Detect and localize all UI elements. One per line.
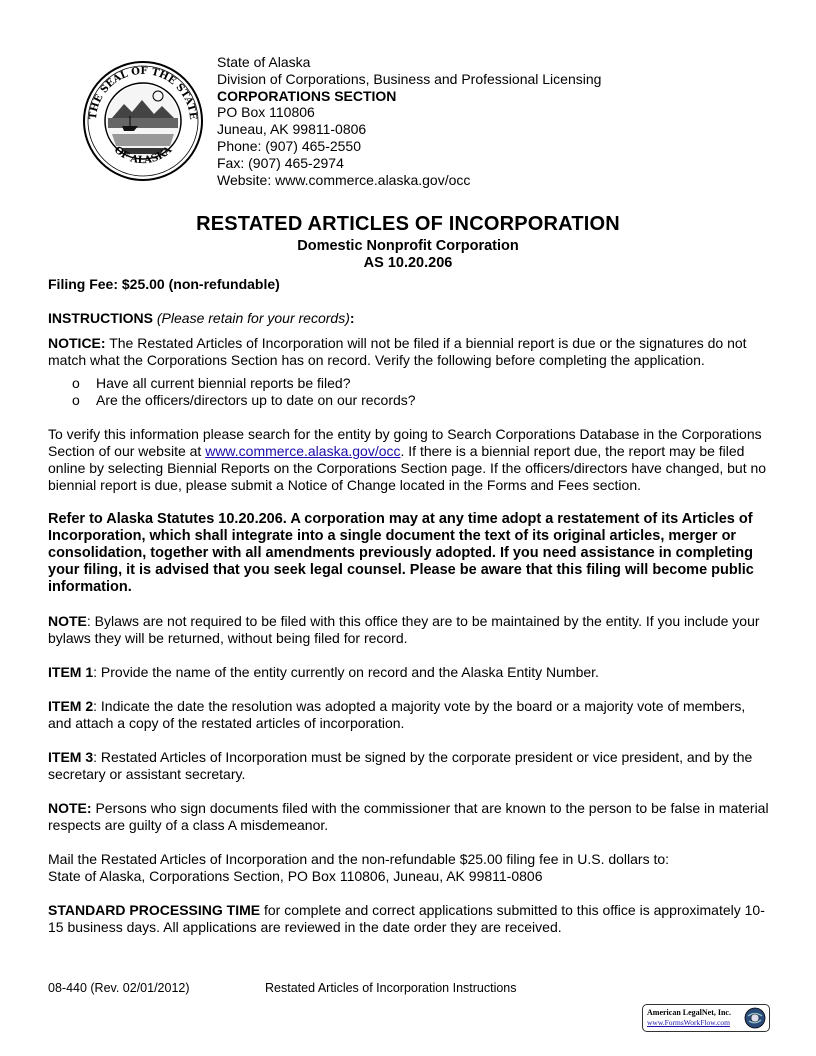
corporation-type: Domestic Nonprofit Corporation — [297, 238, 519, 254]
instructions-label: INSTRUCTIONS — [48, 310, 153, 326]
item-2-label: ITEM 2 — [48, 698, 94, 714]
website-link[interactable]: www.commerce.alaska.gov/occ — [205, 443, 401, 459]
instructions-heading — [48, 310, 770, 327]
document-title: RESTATED ARTICLES OF INCORPORATION — [196, 213, 620, 235]
globe-icon — [744, 1007, 766, 1029]
item-3-label: ITEM 3 — [48, 749, 94, 765]
publisher-logo[interactable] — [642, 1004, 770, 1032]
statute-paragraph: Refer to Alaska Statutes 10.20.206. A corporation may at any time adopt a restatement of its Articles of Incorporation, which shall integrate into a single document the text of its original articles, merger or consolidation, together with all amendments previously adopted. If you need assistance in completing your filing, it is advised that you seek legal counsel. Please be aware that this filing will become public information. — [48, 511, 754, 595]
item-1 — [48, 664, 770, 681]
instructions-note: (Please retain for your records) — [156, 310, 350, 326]
bylaws-note — [48, 613, 770, 647]
bylaws-note-text: : Bylaws are not required to be filed with this office they are to be maintained by the entity. If you include your bylaws they will be returned, without being filed for record. — [48, 613, 760, 646]
state-seal-image — [82, 60, 204, 182]
publisher-url: www.FormsWorkFlow.com — [647, 1018, 731, 1027]
item-2-text: : Indicate the date the resolution was adopted a majority vote by the board or a majority vote of members, and attach a copy of the restated articles of incorporation. — [48, 698, 746, 731]
item-2 — [48, 698, 770, 732]
phone-number: Phone: (907) 465-2550 — [217, 137, 361, 154]
processing-time — [48, 902, 770, 936]
fax-number: Fax: (907) 465-2974 — [217, 154, 344, 171]
item-3-text: : Restated Articles of Incorporation must be signed by the corporate president or vice president, and by the secretary or assistant secretary. — [48, 749, 753, 782]
svg-text:THE SEAL OF THE STATE: THE SEAL OF THE STATE — [87, 65, 199, 121]
bullet-icon: o — [72, 375, 80, 391]
section-name: CORPORATIONS SECTION — [217, 87, 397, 104]
document-subtitle — [0, 238, 816, 272]
processing-time-text: for complete and correct applications submitted to this office is approximately 10-15 business days. All applications are reviewed in the date order they are received. — [48, 902, 765, 935]
state-name: State of Alaska — [217, 54, 311, 70]
publisher-name: American LegalNet, Inc. — [647, 1008, 731, 1017]
mailing-address: State of Alaska, Corporations Section, PO Box 110806, Juneau, AK 99811-0806 — [48, 868, 543, 884]
false-statement-text: Persons who sign documents filed with the commissioner that are known to the person to be false in material respects are guilty of a class A misdemeanor. — [48, 800, 769, 833]
letterhead — [217, 54, 601, 188]
list-item — [72, 392, 770, 409]
notice-text: The Restated Articles of Incorporation will not be filed if a biennial report is due or the signatures do not match what the Corporations Section has on record. Verify the following before completing the application. — [48, 335, 747, 368]
list-item-text: Have all current biennial reports be filed? — [96, 375, 351, 391]
verification-checklist — [48, 375, 770, 409]
mailing-line-1: Mail the Restated Articles of Incorporation and the non-refundable $25.00 filing fee in U.S. dollars to: — [48, 851, 670, 867]
list-item — [72, 375, 770, 392]
verify-text-before: To verify this information please search for the entity by going to Search Corporations Database in the Corporations Section of our website at — [48, 426, 762, 459]
verify-paragraph — [48, 426, 770, 494]
website: Website: www.commerce.alaska.gov/occ — [217, 171, 471, 188]
item-1-label: ITEM 1 — [48, 664, 94, 680]
item-1-text: : Provide the name of the entity currently on record and the Alaska Entity Number. — [93, 664, 599, 680]
form-number: 08-440 (Rev. 02/01/2012) — [48, 981, 190, 995]
mailing-instructions — [48, 851, 770, 885]
false-statement-label: NOTE: — [48, 800, 92, 816]
instructions-colon: : — [349, 310, 355, 326]
statute-reference: AS 10.20.206 — [363, 255, 453, 271]
notice-paragraph — [48, 335, 770, 369]
bylaws-note-label: NOTE — [48, 613, 87, 629]
list-item-text: Are the officers/directors up to date on our records? — [96, 392, 416, 408]
form-title-footer: Restated Articles of Incorporation Instructions — [265, 981, 517, 995]
division-name: Division of Corporations, Business and Professional Licensing — [217, 70, 602, 87]
false-statement-note — [48, 800, 770, 834]
item-3 — [48, 749, 770, 783]
city-state-zip: Juneau, AK 99811-0806 — [217, 121, 367, 138]
bullet-icon: o — [72, 392, 80, 408]
notice-label: NOTICE: — [48, 335, 106, 351]
filing-fee: Filing Fee: $25.00 (non-refundable) — [48, 276, 280, 292]
instructions-body — [48, 276, 770, 953]
verify-text-after: . If there is a biennial report due, the report may be filed online by selecting Biennial Reports on the Corporations Section page. If the officers/directors have changed, but no biennial report is due, please submit a Notice of Change located in the Forms and Fees section. — [48, 443, 767, 493]
po-box: PO Box 110806 — [217, 104, 315, 121]
svg-text:OF ALASKA: OF ALASKA — [111, 144, 175, 167]
processing-time-label: STANDARD PROCESSING TIME — [48, 902, 261, 918]
